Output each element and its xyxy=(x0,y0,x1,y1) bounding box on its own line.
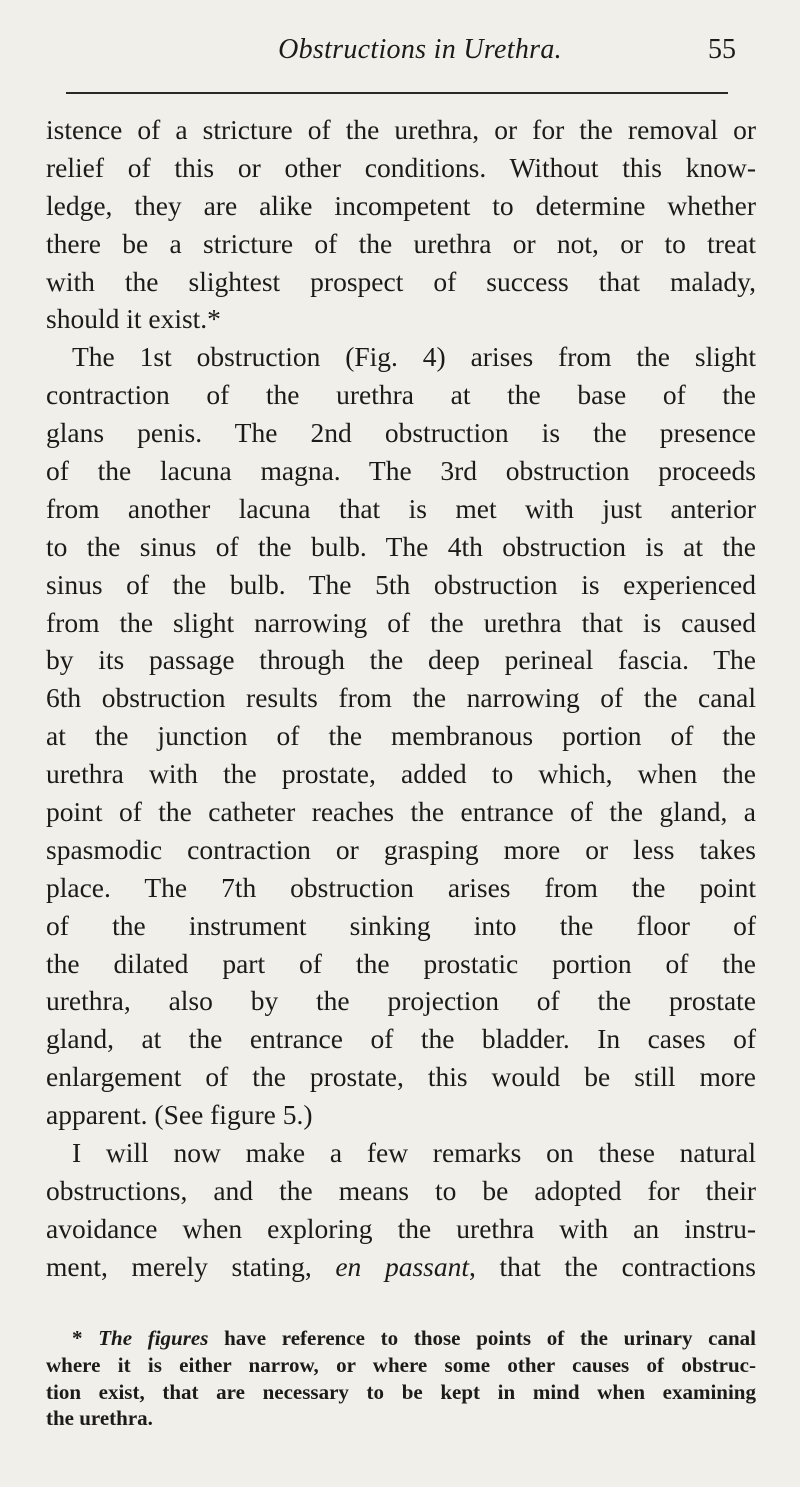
text-line: apparent. (See figure 5.) xyxy=(46,1099,313,1131)
text-line: urethra, also by the projection of the prostate xyxy=(46,985,756,1017)
text-line: istence of a stricture of the urethra, or for the removal or xyxy=(46,114,756,145)
page-header xyxy=(46,34,754,74)
footnote-text: have reference to those points of the urinary canal xyxy=(208,1326,757,1350)
text-line: obstructions, and the means to be adopted for their xyxy=(46,1174,756,1206)
text-line: urethra with the prostate, added to which, when the xyxy=(46,758,756,790)
text-line: contraction of the urethra at the base of the xyxy=(46,379,756,411)
running-title: Obstructions in Urethra. xyxy=(278,34,562,65)
italic-phrase: en passant xyxy=(335,1250,469,1282)
footnote-line: tion exist, that are necessary to be kept in mind when examining xyxy=(46,1379,756,1404)
text-line: gland, at the entrance of the bladder. In cases of xyxy=(46,1023,756,1055)
text-line: at the junction of the membranous portion of the xyxy=(46,720,756,752)
text-line: should it exist.* xyxy=(46,303,221,335)
text-line: ledge, they are alike incompetent to determine whether xyxy=(46,189,756,221)
text-line: place. The 7th obstruction arises from the point xyxy=(46,871,756,903)
text-line: relief of this or other conditions. Without this know- xyxy=(46,151,756,183)
footnote-line xyxy=(46,1325,756,1352)
text-line: the dilated part of the prostatic portion of the xyxy=(46,947,756,979)
text-line: The 1st obstruction (Fig. 4) arises from the slight xyxy=(72,341,756,373)
text-line: to the sinus of the bulb. The 4th obstruction is at the xyxy=(46,530,756,562)
body-text xyxy=(46,111,756,1286)
text-line: enlargement of the prostate, this would be still more xyxy=(46,1061,756,1093)
text-segment: , that the contractions xyxy=(468,1250,757,1282)
text-line: from another lacuna that is met with just anterior xyxy=(46,492,756,524)
footnote-marker: * xyxy=(72,1326,99,1350)
text-line: of the instrument sinking into the floor of xyxy=(46,909,756,941)
text-line: avoidance when exploring the urethra with an instru- xyxy=(46,1212,756,1244)
text-line: spasmodic contraction or grasping more or less takes xyxy=(46,833,756,865)
text-line: I will now make a few remarks on these natural xyxy=(72,1137,756,1169)
page-number: 55 xyxy=(708,34,736,65)
footnote-italic: The figures xyxy=(98,1326,209,1350)
footnote-line: the urethra. xyxy=(46,1406,153,1431)
header-rule xyxy=(66,92,728,94)
text-line: from the slight narrowing of the urethra that is caused xyxy=(46,606,756,638)
text-line: by its passage through the deep perineal fascia. The xyxy=(46,644,756,676)
text-line: glans penis. The 2nd obstruction is the presence xyxy=(46,417,756,449)
text-line: point of the catheter reaches the entrance of the gland, a xyxy=(46,796,756,828)
footnote xyxy=(46,1325,756,1432)
text-line: with the slightest prospect of success that malady, xyxy=(46,265,756,297)
text-line: 6th obstruction results from the narrowing of the canal xyxy=(46,682,756,714)
text-line-en-passant xyxy=(46,1248,756,1286)
footnote-line: where it is either narrow, or where some other causes of obstruc- xyxy=(46,1352,756,1377)
text-line: there be a stricture of the urethra or not, or to treat xyxy=(46,227,756,259)
text-segment: ment, merely stating, xyxy=(46,1250,336,1282)
text-line: of the lacuna magna. The 3rd obstruction proceeds xyxy=(46,455,756,487)
text-line: sinus of the bulb. The 5th obstruction is experienced xyxy=(46,568,756,600)
